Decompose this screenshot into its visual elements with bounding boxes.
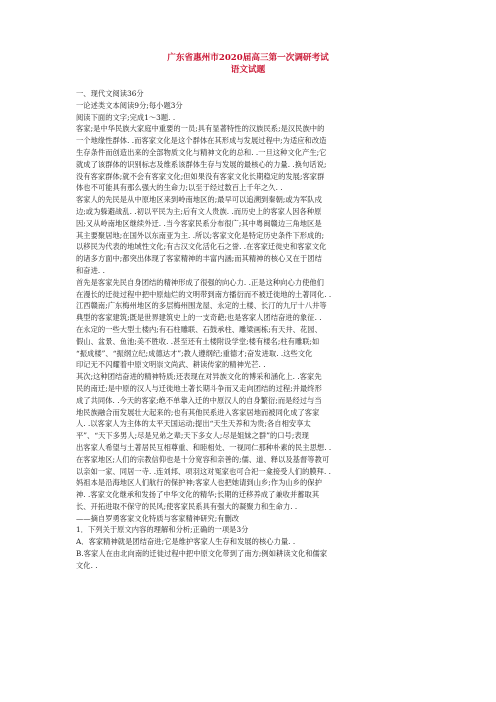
text-line: 因;又从岭南地区继续外迁. .当今客家民系分布很广;其中粤闽赣边三角地区是: [76, 218, 322, 228]
text-line: 没有客家群体;就不会有客家文化;但如果没有客家文化长期稳定的发展;客家群: [76, 171, 325, 181]
document-body: [76, 88, 420, 572]
text-line: 平”、“天下多男人;尽是兄弟之辈;天下多女人;尽是姐妹之群”的口号;表现: [76, 431, 309, 441]
text-line: 其次;这种团结奋进的精神特质;还表现在对异族文化的博采和涵化上. .客家先: [76, 372, 322, 382]
text-line: 以亲如一家、同居一寺. .连刘邦、项羽这对冤家也可合祀一龛接受人们的膜拜. .: [76, 466, 332, 476]
text-line: 民的南迁;是中原的汉人与迁徙地土著长期斗争而又走向团结的过程;并最终形: [76, 383, 322, 393]
text-line: 和奋进. .: [76, 265, 105, 275]
text-line: 人. .以客家人为主体的太平天国运动;提出“天生天养和为贵;各自相安享太: [76, 419, 311, 429]
text-line: 在漫长的迁徙过程中把中原灿烂的文明带到南方播衍而不被迁徙地的土著同化. .: [76, 289, 332, 299]
text-line: 就成了该群体的识别标志及维系该群体生存与发展的最核心的力量. .换句话说;: [76, 159, 327, 169]
text-line: 1．下列关于原文内容的理解和分析;正确的一项是3分: [76, 525, 249, 535]
text-line: 一、现代文阅读36分: [76, 89, 144, 98]
text-line: “振成楼”、“振纲立纪;成德达才”;教人遵纲纪;重德才;奋发进取. .这些文化: [76, 348, 313, 358]
text-line: 的诸多方面中;都突出体现了客家精神的丰富内涵;而其精神的核心又在于团结: [76, 254, 322, 264]
text-line: 地民族融合而发展壮大起来的;也有其他民系进入客家居地而被同化成了客家: [76, 407, 320, 417]
text-line: 在客家地区;人们的宗教信仰也是十分宽容和亲善的;儒、道、释以及基督等教可: [76, 454, 330, 464]
text-line: 体也不可能具有那么强大的生命力;以至于经过数百上千年之久. .: [76, 183, 283, 193]
text-line: 江西赣南;广东梅州地区的多层梅州围龙屋、永定的土楼、长汀的九厅十八井等: [76, 301, 327, 311]
text-line: ——摘自罗勇客家文化特质与客家精神研究;有删改: [76, 513, 240, 523]
text-line: 以移民为代表的地域性文化;有古汉文化活化石之誉. .在客家迁徙史和客家文化: [76, 242, 327, 252]
text-line: 长、开拓进取不保守的民风;使客家民系具有强大的凝聚力和生命力. .: [76, 501, 298, 511]
text-line: 其主要聚居地;在国外以东南亚为主. .所以;客家文化是特定历史条件下形成的;: [76, 230, 325, 240]
text-line: 在永定的一些大型土楼内;有石柱雕联、石鼓承柱、雕梁画栋;有天井、花园、: [76, 324, 322, 334]
text-line: 成了共同体. .今天的客家;绝不单靠入迁的中原汉人的自身繁衍;而是经过与当: [76, 395, 322, 405]
text-line: 阅读下面的文字;完成1～3题. .: [76, 112, 176, 122]
text-line: 边;或为躲避战乱. .初以平民为主;后有文人贵族. .而历史上的客家人因各种原: [76, 206, 322, 216]
text-line: 一个地缘性群体. .而客家文化是这个群体在其形成与发展过程中;为适应和改造: [76, 136, 327, 146]
text-line: 客家;是中华民族大家庭中重要的一员;具有显著特性的汉族民系;是汉民族中的: [76, 124, 325, 134]
text-line: 妈祖本是沿海地区人们航行的保护神;客家人也把她请到山乡;作为山乡的保护: [76, 478, 322, 488]
text-line: 神. .客家文化继承和发扬了中华文化的精华;长期的迁移养成了兼收并蓄取其: [76, 490, 320, 500]
document-subtitle: 语文试题: [230, 65, 266, 75]
text-line: 首先是客家先民自身团结的精神形成了很强的向心力. .正是这种向心力使他们: [76, 277, 324, 287]
document-title: 广东省惠州市2020届高三第一次调研考试: [167, 53, 329, 63]
text-line: 文化. .: [76, 560, 98, 570]
text-line: B.客家人在由北向南的迁徙过程中把中原文化带到了南方;例如耕读文化和儒家: [76, 549, 328, 559]
text-line: 生存条件而创造出来的全部物质文化与精神文化的总和. .一旦这种文化产生;它: [76, 147, 327, 157]
text-line: 假山、盆景、鱼池;美不胜收. .甚至还有土楼附设学堂;楼有楼名;柱有雕联;如: [76, 336, 320, 346]
text-line: 一论述类文本阅读9分;每小题3分: [76, 100, 183, 110]
text-line: 典型的客家建筑;既是世界建筑史上的一支奇葩;也是客家人团结奋进的象征. .: [76, 313, 322, 323]
text-line: 印记无不闪耀着中原文明崇文尚武、耕读传家的精神光芒. .: [76, 360, 266, 370]
text-line: 出客家人希望与土著居民互相尊重、和睦相处、一视同仁那种朴素的民主思想. .: [76, 442, 332, 452]
text-line: 客家人的先民是从中原地区来到岭南地区的;最早可以追溯到秦朝;或为军队戍: [76, 195, 322, 205]
text-line: A．客家精神就是团结奋进;它是维护客家人生存和发展的核心力量. .: [76, 537, 296, 547]
